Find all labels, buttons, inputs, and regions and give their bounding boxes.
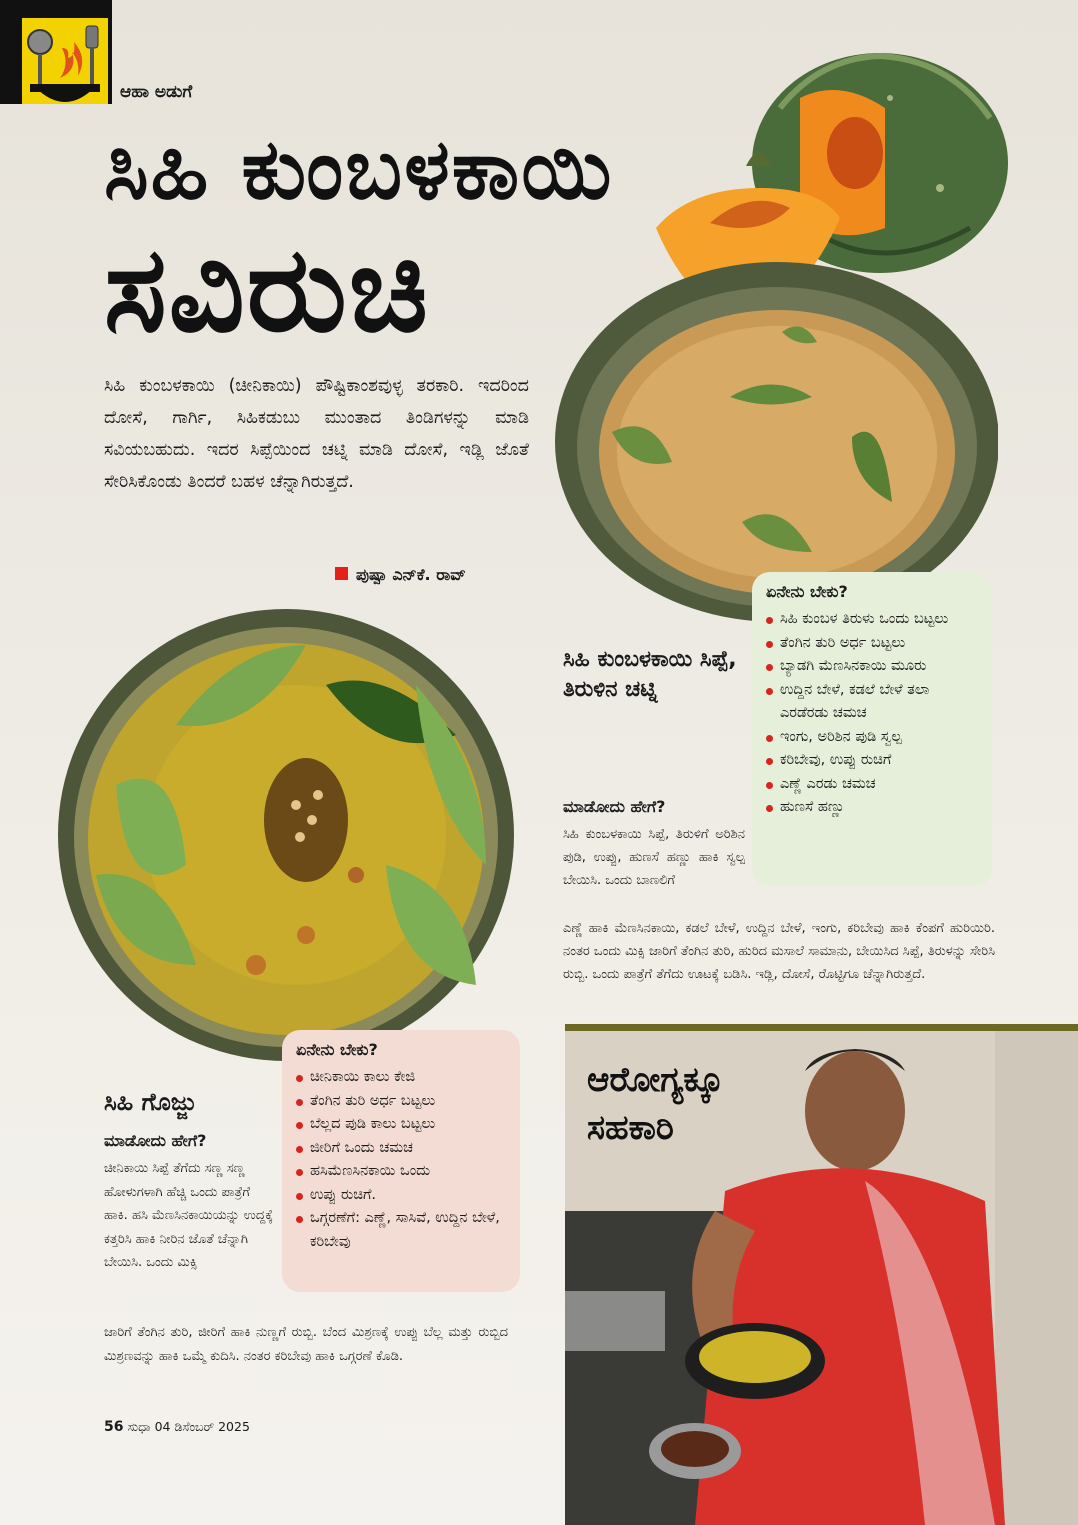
page-number: 56 (104, 1419, 124, 1435)
list-item: ಒಗ್ಗರಣೆಗೆ: ಎಣ್ಣೆ, ಸಾಸಿವೆ, ಉದ್ದಿನ ಬೇಳೆ, ಕರಿಬೇವು (296, 1207, 506, 1254)
magazine-name: ಸುಧಾ (127, 1419, 151, 1434)
recipe2-method-part1: ಚೀನಿಕಾಯಿ ಸಿಪ್ಪೆ ತೆಗೆದು ಸಣ್ಣ ಸಣ್ಣ ಹೋಳುಗಳಾಗಿ ಹೆಚ್ಚಿ ಒಂದು ಪಾತ್ರೆಗೆ ಹಾಕಿ. ಹಸಿ ಮೆಣಸಿನಕಾಯಿಯನ್ನು ಉದ್ದಕ್ಕೆ ಕತ್ತರಿಸಿ ಹಾಕಿ ನೀರಿನ ಜೊತೆ ಚೆನ್ನಾಗಿ ಬೇಯಿಸಿ. ಒಂದು ಮಿಕ್ಸಿ (104, 1161, 274, 1270)
list-item: ಎಣ್ಣೆ ಎರಡು ಚಮಚ (766, 773, 978, 797)
page-footer (104, 1419, 250, 1435)
byline-marker-icon (335, 567, 348, 580)
list-item: ಕರಿಬೇವು, ಉಪ್ಪು ರುಚಿಗೆ (766, 749, 978, 773)
author-name: ಪುಷ್ಪಾ ಎನ್‌ಕೆ. ರಾವ್ (356, 565, 466, 584)
list-item: ಉದ್ದಿನ ಬೇಳೆ, ಕಡಲೆ ಬೇಳೆ ತಲಾ ಎರಡೆರಡು ಚಮಚ (766, 679, 978, 726)
cooking-logo-icon (22, 18, 108, 104)
recipe1-ingredients-box (752, 572, 992, 886)
recipe2-method-part2: ಜಾರಿಗೆ ತೆಂಗಿನ ತುರಿ, ಜೀರಿಗೆ ಹಾಕಿ ನುಣ್ಣಗೆ ರುಬ್ಬಿ. ಬೆಂದ ಮಿಶ್ರಣಕ್ಕೆ ಉಪ್ಪು ಬೆಲ್ಲ ಮತ್ತು ರುಬ್ಬಿದ ಮಿಶ್ರಣವನ್ನು ಹಾಕಿ ಒಮ್ಮೆ ಕುದಿಸಿ. ನಂತರ ಕರಿಬೇವು ಹಾಕಿ ಒಗ್ಗರಣೆ ಕೊಡಿ. (104, 1325, 508, 1364)
page-title-line-1: ಸಿಹಿ ಕುಂಬಳಕಾಯಿ (104, 120, 614, 218)
recipe1-method-part1: ಸಿಹಿ ಕುಂಬಳಕಾಯಿ ಸಿಪ್ಪೆ, ತಿರುಳಿಗೆ ಅರಿಶಿನ ಪುಡಿ, ಉಪ್ಪು, ಹುಣಸೆ ಹಣ್ಣು ಹಾಕಿ ಸ್ವಲ್ಪ ಬೇಯಿಸಿ. ಒಂದು ಬಾಣಲಿಗೆ (563, 827, 745, 888)
list-item: ಚೀನಿಕಾಯಿ ಕಾಲು ಕೇಜಿ (296, 1066, 506, 1090)
list-item: ಬ್ಯಾಡಗಿ ಮೆಣಸಿನಕಾಯಿ ಮೂರು (766, 655, 978, 679)
author-byline (335, 565, 466, 585)
recipe2-ingredients-list (296, 1066, 506, 1254)
recipe1-ingredients-heading: ಏನೇನು ಬೇಕು? (766, 582, 848, 601)
photo-caption-line-1: ಆರೋಗ್ಯಕ್ಕೂ (587, 1060, 724, 1100)
list-item: ಇಂಗು, ಅರಿಶಿನ ಪುಡಿ ಸ್ವಲ್ಪ (766, 726, 978, 750)
list-item: ಸಿಹಿ ಕುಂಬಳ ತಿರುಳು ಒಂದು ಬಟ್ಟಲು (766, 608, 978, 632)
recipe2-method-heading: ಮಾಡೋದು ಹೇಗೆ? (104, 1131, 207, 1150)
recipe2-ingredients-box (282, 1030, 520, 1292)
recipe1-ingredients-list (766, 608, 978, 820)
list-item: ತೆಂಗಿನ ತುರಿ ಅರ್ಧ ಬಟ್ಟಲು (296, 1090, 506, 1114)
list-item: ಹಸಿಮೆಣಸಿನಕಾಯಿ ಒಂದು (296, 1160, 506, 1184)
photo-caption-line-2: ಸಹಕಾರಿ (587, 1108, 674, 1148)
recipe2-title: ಸಿಹಿ ಗೊಜ್ಜು (104, 1088, 197, 1116)
list-item: ಉಪ್ಪು ರುಚಿಗೆ. (296, 1184, 506, 1208)
issue-date: 04 ಡಿಸೆಂಬರ್ 2025 (154, 1419, 250, 1434)
recipe1-method-heading: ಮಾಡೋದು ಹೇಗೆ? (563, 797, 666, 816)
list-item: ತೆಂಗಿನ ತುರಿ ಅರ್ಧ ಬಟ್ಟಲು (766, 632, 978, 656)
intro-paragraph: ಸಿಹಿ ಕುಂಬಳಕಾಯಿ (ಚೀನಿಕಾಯಿ) ಪೌಷ್ಟಿಕಾಂಶವುಳ್ಳ ತರಕಾರಿ. ಇದರಿಂದ ದೋಸೆ, ಗಾರ್ಗಿ, ಸಿಹಿಕಡುಬು ಮುಂತಾದ ತಿಂಡಿಗಳನ್ನು ಮಾಡಿ ಸವಿಯಬಹುದು. ಇದರ ಸಿಪ್ಪೆಯಿಂದ ಚಟ್ನಿ ಮಾಡಿ ದೋಸೆ, ಇಡ್ಲಿ ಜೊತೆ ಸೇರಿಸಿಕೊಂಡು ತಿಂದರೆ ಬಹಳ ಚೆನ್ನಾಗಿರುತ್ತದೆ. (104, 376, 529, 492)
page-title-line-2: ಸವಿರುಚಿ (104, 220, 431, 358)
list-item: ಬೆಲ್ಲದ ಪುಡಿ ಕಾಲು ಬಟ್ಟಲು (296, 1113, 506, 1137)
list-item: ಹುಣಸೆ ಹಣ್ಣು (766, 796, 978, 820)
gojju-dish-photo (56, 605, 518, 1075)
section-label: ಆಹಾ ಅಡುಗೆ (120, 82, 193, 102)
recipe1-method-part2: ಎಣ್ಣೆ ಹಾಕಿ ಮೆಣಸಿನಕಾಯಿ, ಕಡಲೆ ಬೇಳೆ, ಉದ್ದಿನ ಬೇಳೆ, ಇಂಗು, ಕರಿಬೇವು ಹಾಕಿ ಕೆಂಪಗೆ ಹುರಿಯಿರಿ. ನಂತರ ಒಂದು ಮಿಕ್ಸಿ ಜಾರಿಗೆ ತೆಂಗಿನ ತುರಿ, ಹುರಿದ ಮಸಾಲೆ ಸಾಮಾನು, ಬೇಯಿಸಿದ ಸಿಪ್ಪೆ, ತಿರುಳನ್ನು ಸೇರಿಸಿ ರುಬ್ಬಿ. ಒಂದು ಪಾತ್ರೆಗೆ ತೆಗೆದು ಊಟಕ್ಕೆ ಬಡಿಸಿ. ಇಡ್ಲಿ, ದೋಸೆ, ರೊಟ್ಟಿಗೂ ಚೆನ್ನಾಗಿರುತ್ತದೆ. (563, 921, 995, 982)
list-item: ಜೀರಿಗೆ ಒಂದು ಚಮಚ (296, 1137, 506, 1161)
recipe2-ingredients-heading: ಏನೇನು ಬೇಕು? (296, 1040, 378, 1059)
recipe1-title: ಸಿಹಿ ಕುಂಬಳಕಾಯಿ ಸಿಪ್ಪೆ, ತಿರುಳಿನ ಚಟ್ನಿ (563, 647, 737, 702)
photo-caption (587, 1056, 724, 1152)
magazine-section-logo (0, 0, 112, 104)
